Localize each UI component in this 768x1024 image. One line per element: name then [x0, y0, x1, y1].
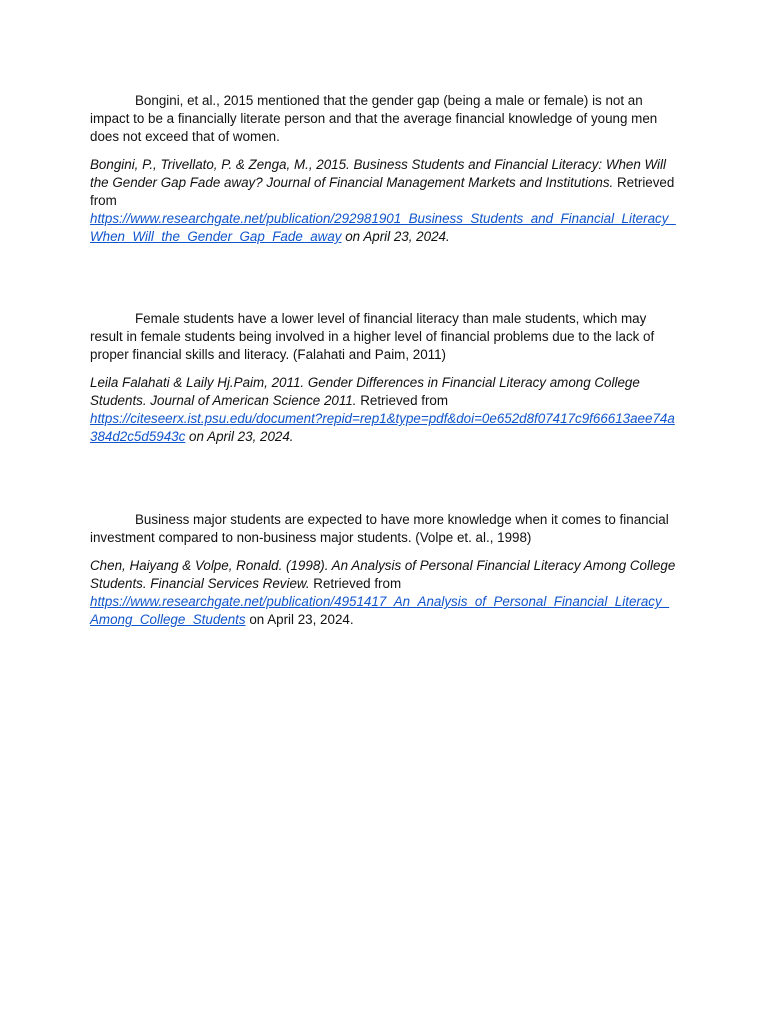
citation-text: Bongini, P., Trivellato, P. & Zenga, M., 2015. Business Students and Financial Literacy: When Will the Gender Gap Fade away? Journal of Financial Management Markets and Institutions. [90, 157, 666, 190]
retrieved-date: on April 23, 2024. [345, 229, 450, 244]
citation [90, 557, 676, 629]
retrieved-label: Retrieved from [90, 175, 675, 208]
citation [90, 156, 676, 246]
citation-link-line [90, 210, 676, 246]
summary-paragraph: Female students have a lower level of financial literacy than male students, which may result in female students being involved in a higher level of financial problems due to the lack of proper financial skills and literacy. (Falahati and Paim, 2011) [90, 311, 655, 362]
reference-entry-3 [90, 511, 676, 629]
citation-text: Chen, Haiyang & Volpe, Ronald. (1998). An Analysis of Personal Financial Literacy Among College Students. Financial Services Review. [90, 558, 676, 591]
citation [90, 374, 676, 446]
citation-url-link[interactable]: https://www.researchgate.net/publication/292981901_Business_Students_and_Financial_Literacy_When_Will_the_Gender_Gap_Fade_away [90, 211, 676, 244]
citation-text: Leila Falahati & Laily Hj.Paim, 2011. Gender Differences in Financial Literacy among College Students. Journal of American Science 2011. [90, 375, 640, 408]
retrieved-date: on April 23, 2024. [249, 612, 354, 627]
citation-url-link[interactable]: https://www.researchgate.net/publication/4951417_An_Analysis_of_Personal_Financial_Literacy_Among_College_Students [90, 594, 670, 627]
retrieved-date: on April 23, 2024. [189, 429, 294, 444]
retrieved-label: Retrieved from [360, 393, 449, 408]
summary-paragraph: Bongini, et al., 2015 mentioned that the gender gap (being a male or female) is not an impact to be a financially literate person and that the average financial knowledge of young men does not exceed that of women. [90, 93, 658, 144]
citation-link-line [90, 410, 676, 446]
citation-url-link[interactable]: https://citeseerx.ist.psu.edu/document?repid=rep1&type=pdf&doi=0e652d8f07417c9f66613aee74a384d2c5d5943c [90, 411, 675, 444]
reference-entry-1 [90, 92, 676, 246]
citation-link-line [90, 593, 676, 629]
summary-paragraph: Business major students are expected to have more knowledge when it comes to financial investment compared to non-business major students. (Volpe et. al., 1998) [90, 512, 669, 545]
reference-entry-2 [90, 310, 676, 446]
retrieved-label: Retrieved from [313, 576, 402, 591]
